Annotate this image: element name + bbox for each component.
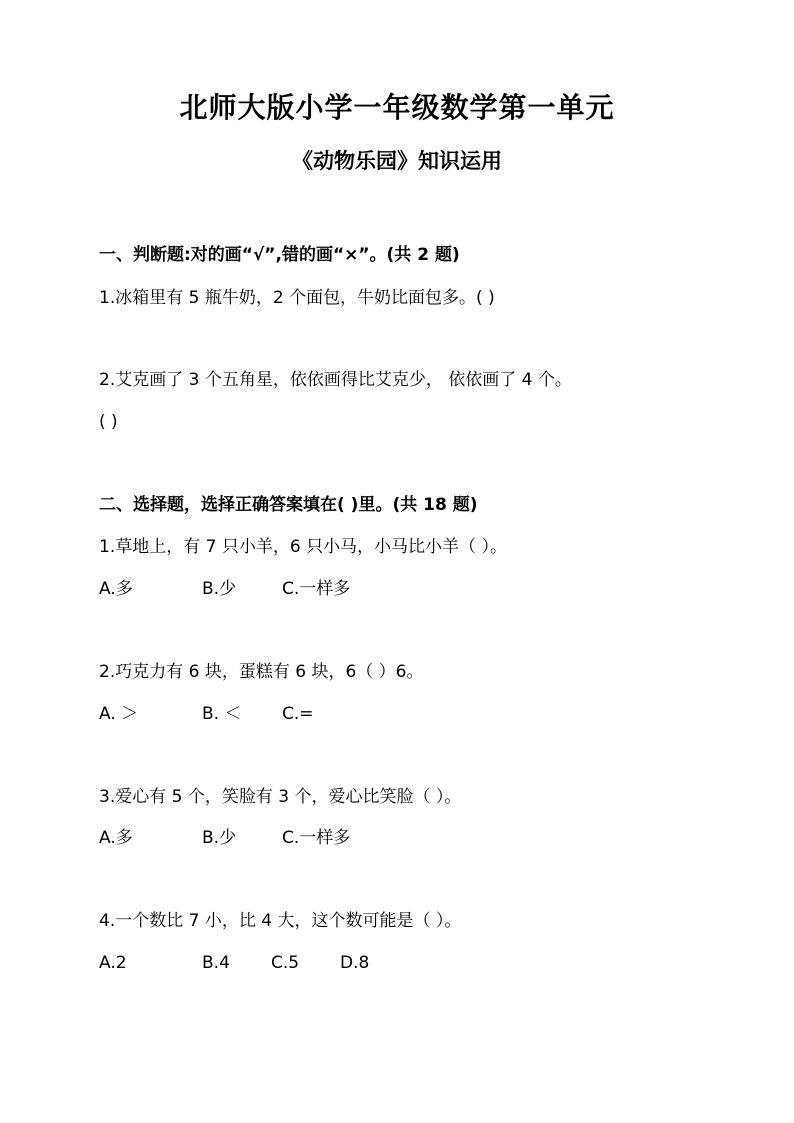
question-4-option-d: D.8 xyxy=(340,953,370,973)
question-1-option-a: A.多 xyxy=(99,579,133,599)
question-2-option-a: A. ＞ xyxy=(99,704,139,724)
question-3-option-a: A.多 xyxy=(99,828,133,848)
section2-question-2: 2.巧克力有 6 块，蛋糕有 6 块，6（ ）6。 xyxy=(99,662,424,682)
question-3-option-b: B.少 xyxy=(202,828,237,848)
question-4-option-a: A.2 xyxy=(99,953,127,973)
question-4-option-b: B.4 xyxy=(202,953,230,973)
question-2-option-c: C.= xyxy=(282,704,314,724)
section2-question-1: 1.草地上，有 7 只小羊，6 只小马，小马比小羊（ ）。 xyxy=(99,537,507,557)
question-1-option-c: C.一样多 xyxy=(282,579,351,599)
question-3-option-c: C.一样多 xyxy=(282,828,351,848)
worksheet-title: 北师大版小学一年级数学第一单元 xyxy=(179,91,615,124)
question-4-option-c: C.5 xyxy=(271,953,300,973)
section2-heading: 二、选择题，选择正确答案填在( )里。(共 18 题) xyxy=(99,495,478,515)
section1-heading: 一、判断题:对的画“√”,错的画“×”。(共 2 题) xyxy=(99,245,460,265)
worksheet-subtitle: 《动物乐园》知识运用 xyxy=(292,149,502,173)
section2-question-4: 4.一个数比 7 小，比 4 大，这个数可能是（ ）。 xyxy=(99,911,462,931)
question-1-option-b: B.少 xyxy=(202,579,237,599)
question-2-option-b: B. ＜ xyxy=(202,704,242,724)
section2-question-3: 3.爱心有 5 个，笑脸有 3 个，爱心比笑脸（ ）。 xyxy=(99,787,462,807)
section1-question-1: 1.冰箱里有 5 瓶牛奶，2 个面包，牛奶比面包多。( ) xyxy=(99,288,495,308)
section1-question-2: 2.艾克画了 3 个五角星，依依画得比艾克少， 依依画了 4 个。 xyxy=(99,370,572,390)
section1-question-2-blank: ( ) xyxy=(99,412,118,432)
